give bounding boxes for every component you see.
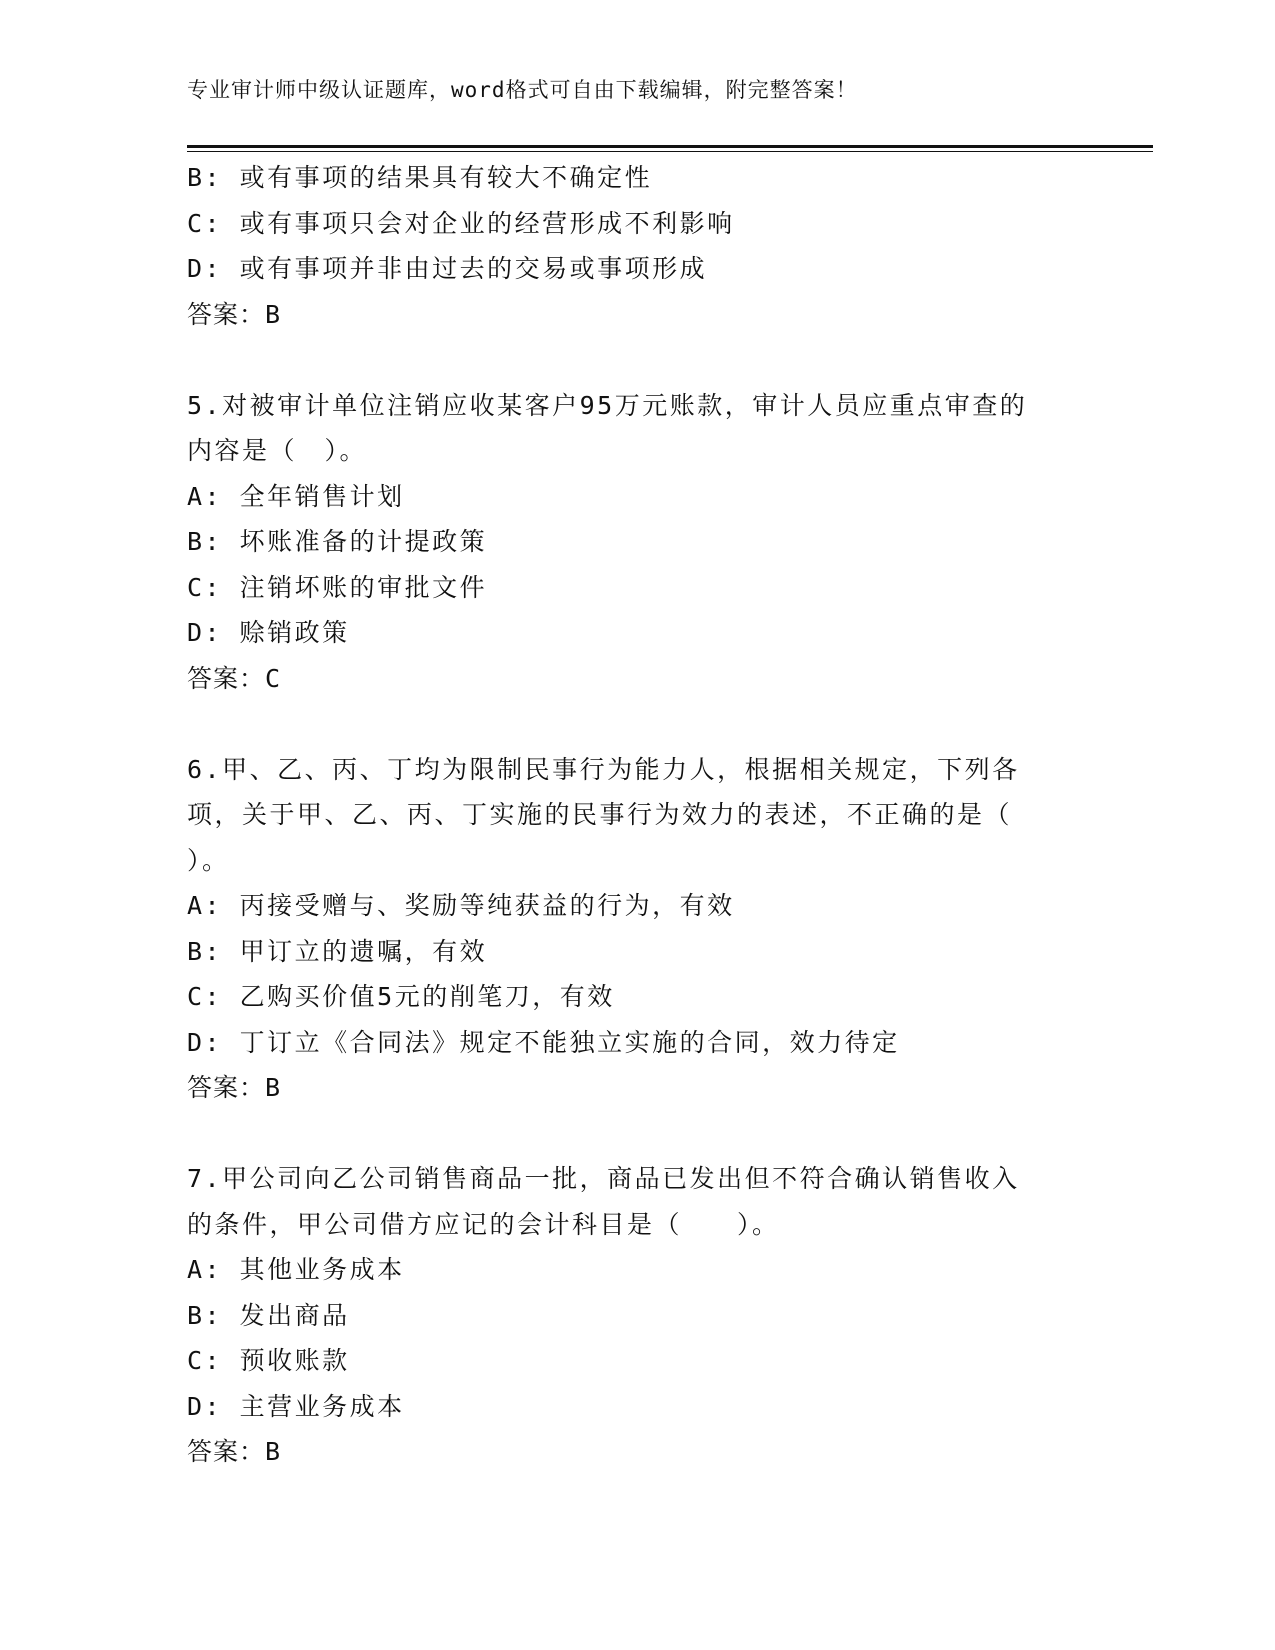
question-stem-line: 5.对被审计单位注销应收某客户95万元账款，审计人员应重点审查的 xyxy=(187,390,1028,420)
question-continued xyxy=(187,155,1087,337)
option-d: D: 丁订立《合同法》规定不能独立实施的合同，效力待定 xyxy=(187,1027,900,1057)
question-stem-line: 7.甲公司向乙公司销售商品一批，商品已发出但不符合确认销售收入 xyxy=(187,1164,1020,1193)
option-a: A: 全年销售计划 xyxy=(187,481,405,511)
option-a: A: 丙接受赠与、奖励等纯获益的行为，有效 xyxy=(187,891,735,920)
option-d: D: 赊销政策 xyxy=(187,618,350,647)
option-c: C: 注销坏账的审批文件 xyxy=(187,572,488,602)
option-a: A: 其他业务成本 xyxy=(187,1255,405,1284)
question-content xyxy=(187,155,1087,1475)
option-b: B: 坏账准备的计提政策 xyxy=(187,527,488,556)
option-d: D: 或有事项并非由过去的交易或事项形成 xyxy=(187,254,708,283)
question-stem-line: 6.甲、乙、丙、丁均为限制民事行为能力人，根据相关规定，下列各 xyxy=(187,754,1020,784)
option-b: B: 或有事项的结果具有较大不确定性 xyxy=(187,163,653,192)
answer-line: 答案：C xyxy=(187,663,282,693)
option-d: D: 主营业务成本 xyxy=(187,1391,405,1421)
option-c: C: 预收账款 xyxy=(187,1346,350,1375)
question-7 xyxy=(187,1156,1087,1475)
question-6 xyxy=(187,747,1087,1111)
header-rule-thin xyxy=(187,151,1153,152)
answer-line: 答案：B xyxy=(187,299,282,329)
question-stem-line: 项，关于甲、乙、丙、丁实施的民事行为效力的表述，不正确的是（ xyxy=(187,800,1013,829)
question-stem-line: 的条件，甲公司借方应记的会计科目是（ ）。 xyxy=(187,1209,780,1239)
answer-line: 答案：B xyxy=(187,1437,282,1466)
page-header: 专业审计师中级认证题库，word格式可自由下载编辑，附完整答案！ xyxy=(187,78,858,102)
question-stem-line: ）。 xyxy=(187,845,230,875)
option-b: B: 甲订立的遗嘱，有效 xyxy=(187,936,488,966)
question-5 xyxy=(187,383,1087,702)
option-b: B: 发出商品 xyxy=(187,1300,350,1330)
option-c: C: 乙购买价值5元的削笔刀，有效 xyxy=(187,982,615,1011)
header-rule-thick xyxy=(187,145,1153,148)
answer-line: 答案：B xyxy=(187,1073,282,1102)
spacer xyxy=(187,701,1087,747)
option-c: C: 或有事项只会对企业的经营形成不利影响 xyxy=(187,208,735,238)
spacer xyxy=(187,1111,1087,1157)
question-stem-line: 内容是（ ）。 xyxy=(187,436,368,465)
spacer xyxy=(187,337,1087,383)
